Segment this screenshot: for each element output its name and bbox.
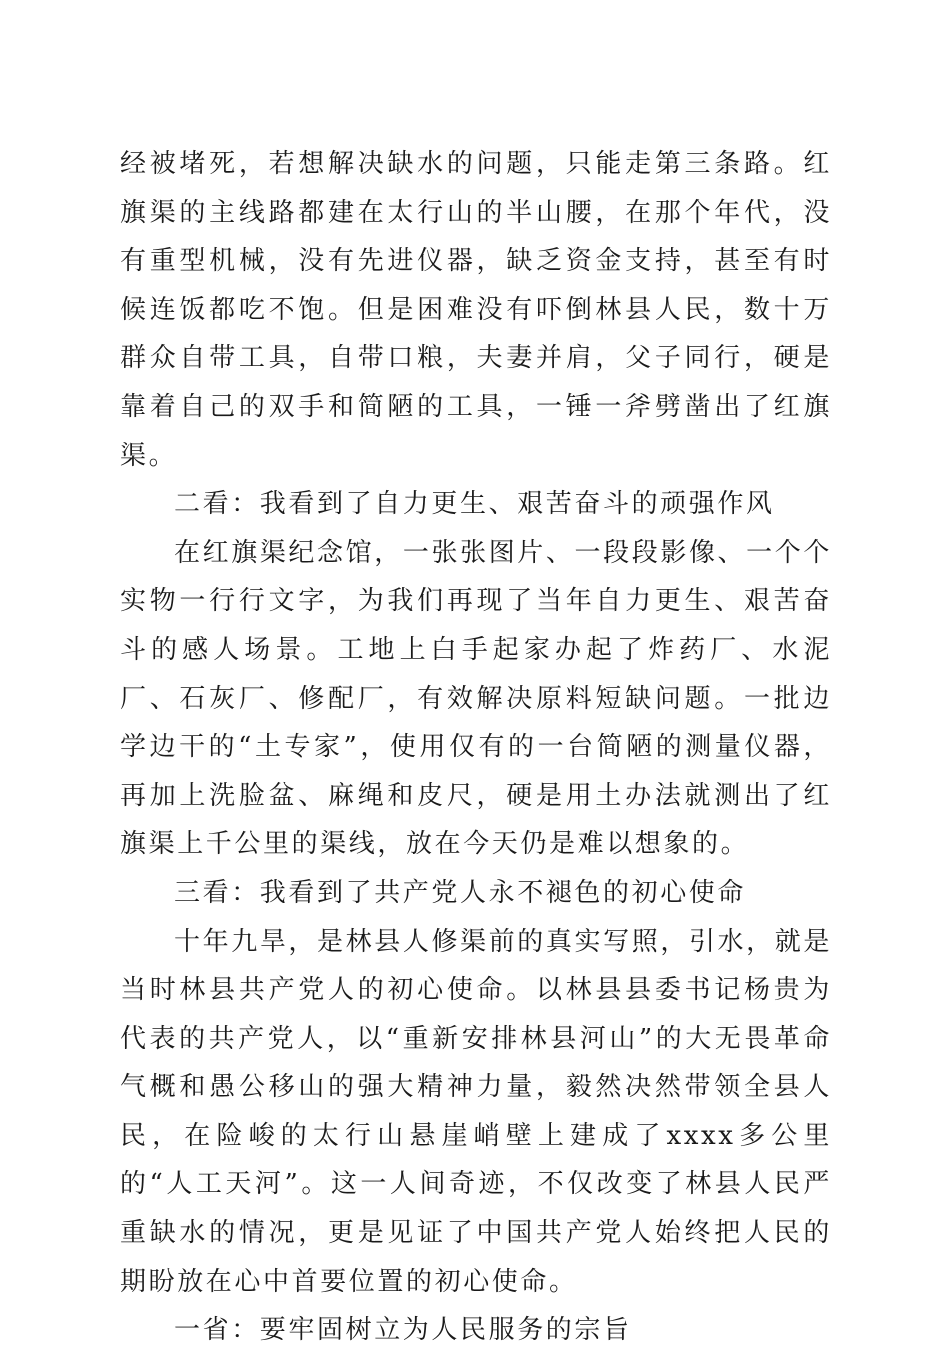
paragraph-original-mission: 十年九旱，是林县人修渠前的真实写照，引水，就是当时林县共产党人的初心使命。以林县县委书记杨贵为代表的共产党人，以“重新安排林县河山”的大无畏革命气概和愚公移山的强大精神力量，毅然决然带领全县人民，在险峻的太行山悬崖峭壁上建成了xxxx多公里的“人工天河”。这一人间奇迹，不仅改变了林县人民严重缺水的情况，更是见证了中国共产党人始终把人民的期盼放在心中首要位置的初心使命。 xyxy=(120,926,832,1297)
document-body xyxy=(120,140,832,1355)
paragraph-memorial-hall: 在红旗渠纪念馆，一张张图片、一段段影像、一个个实物一行行文字，为我们再现了当年自力更生、艰苦奋斗的感人场景。工地上白手起家办起了炸药厂、水泥厂、石灰厂、修配厂，有效解决原料短缺问题。一批边学边干的“土专家”，使用仅有的一台简陋的测量仪器，再加上洗脸盆、麻绳和皮尺，硬是用土办法就测出了红旗渠上千公里的渠线，放在今天仍是难以想象的。 xyxy=(120,537,832,860)
section-heading-third-look: 三看：我看到了共产党人永不褪色的初心使命 xyxy=(174,877,747,908)
section-heading-first-reflection: 一省：要牢固树立为人民服务的宗旨 xyxy=(174,1315,632,1346)
paragraph-continuation: 经被堵死，若想解决缺水的问题，只能走第三条路。红旗渠的主线路都建在太行山的半山腰，在那个年代，没有重型机械，没有先进仪器，缺乏资金支持，甚至有时候连饭都吃不饱。但是困难没有吓倒林县人民，数十万群众自带工具，自带口粮，夫妻并肩，父子同行，硬是靠着自己的双手和简陋的工具，一锤一斧劈凿出了红旗渠。 xyxy=(120,149,832,471)
section-heading-second-look: 二看：我看到了自力更生、艰苦奋斗的顽强作风 xyxy=(174,489,775,520)
